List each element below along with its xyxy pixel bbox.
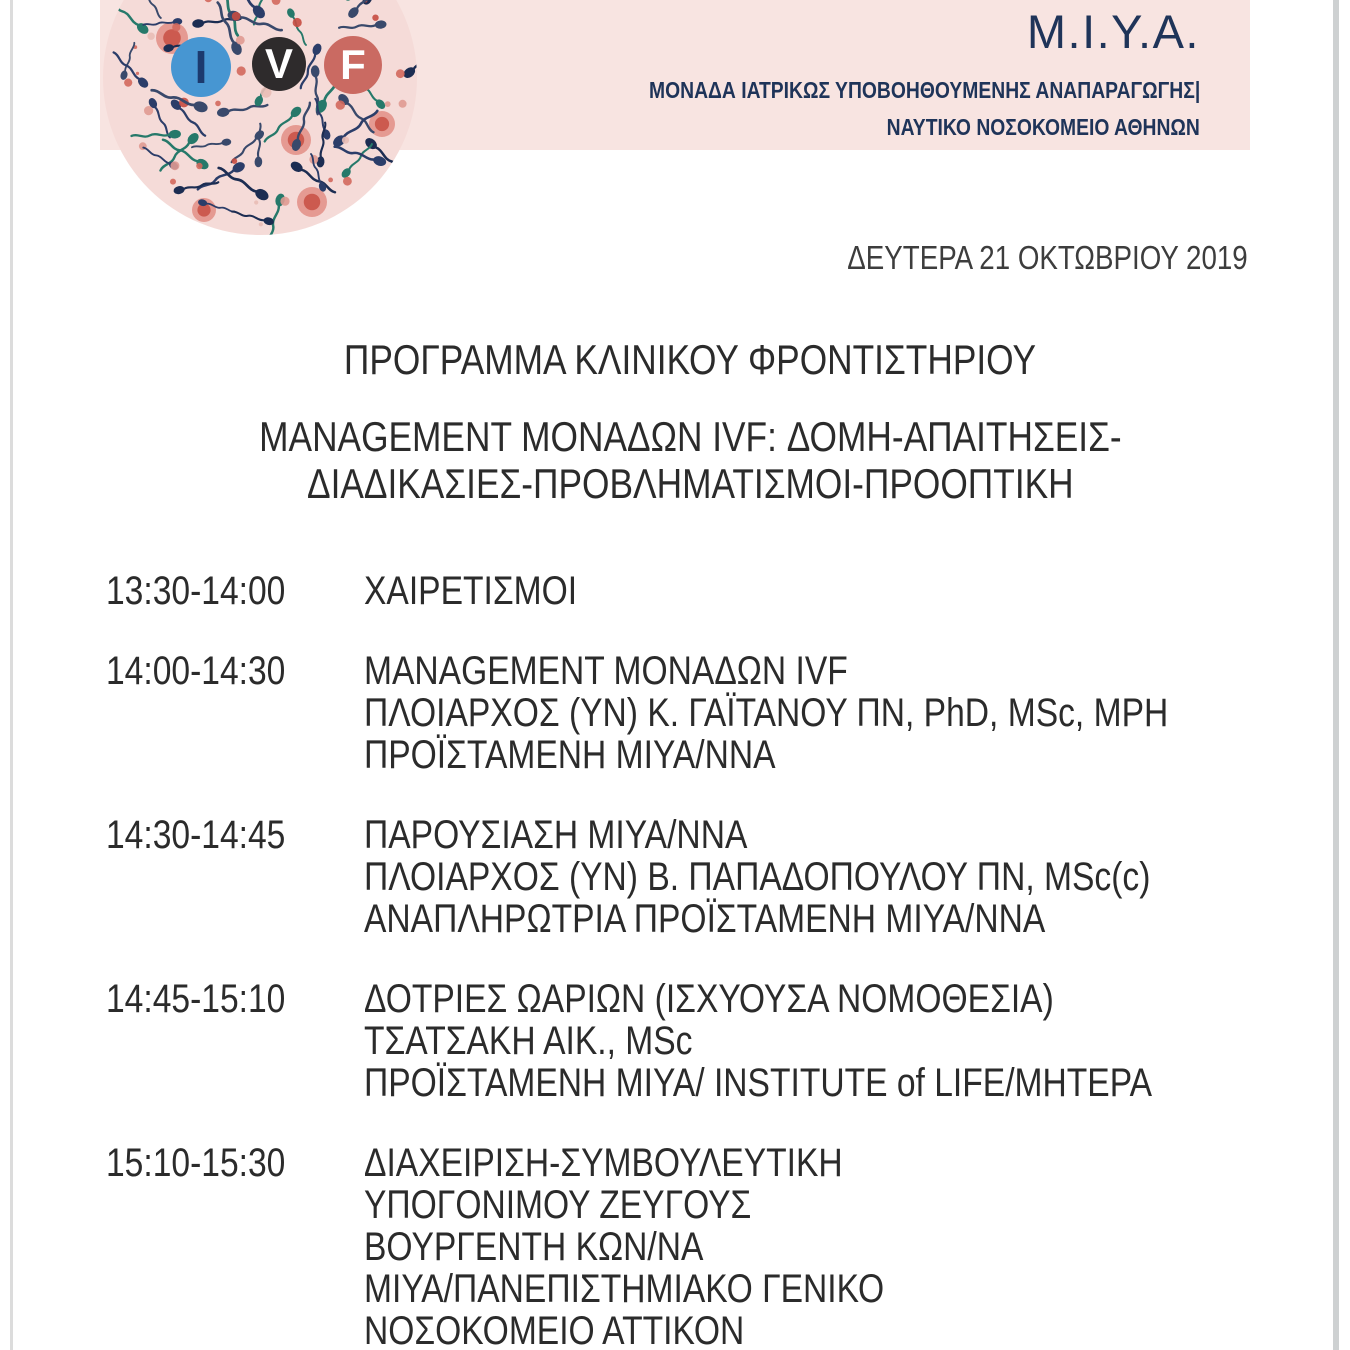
logo-circle-f <box>324 36 382 94</box>
page-edge-right <box>1333 0 1339 1350</box>
schedule-line: ΠΡΟΪΣΤΑΜΕΝΗ ΜΙΥΑ/ INSTITUTE of LIFE/ΜΗΤΕΡΑ <box>364 1061 1153 1105</box>
sperm-pattern-illustration <box>100 0 420 238</box>
schedule-line: ΥΠΟΓΟΝΙΜΟΥ ΖΕΥΓΟΥΣ <box>364 1183 752 1227</box>
ivf-logo <box>100 0 420 238</box>
logo-circle-v <box>252 37 306 91</box>
schedule-time <box>106 814 364 940</box>
schedule-line: ΠΛΟΙΑΡΧΟΣ (ΥΝ) Β. ΠΑΠΑΔΟΠΟΥΛΟΥ ΠΝ, MSc(c) <box>364 855 1151 899</box>
schedule-line: ΔΙΑΧΕΙΡΙΣΗ-ΣΥΜΒΟΥΛΕΥΤΙΚΗ <box>364 1141 843 1185</box>
program-subtitle-line2: ΔΙΑΔΙΚΑΣΙΕΣ-ΠΡΟΒΛΗΜΑΤΙΣΜΟΙ-ΠΡΟΟΠΤΙΚΗ <box>306 460 1074 507</box>
schedule-time-text: 14:00-14:30 <box>106 649 286 693</box>
schedule-row <box>106 570 1266 612</box>
schedule-line: ΠΑΡΟΥΣΙΑΣΗ ΜΙΥΑ/ΝΝΑ <box>364 813 748 857</box>
page-edge-left <box>10 0 13 1350</box>
schedule-row <box>106 1142 1266 1350</box>
program-title-text: ΠΡΟΓΡΑΜΜΑ ΚΛΙΝΙΚΟΥ ΦΡΟΝΤΙΣΤΗΡΙΟΥ <box>343 336 1037 383</box>
schedule-time-text: 14:45-15:10 <box>106 977 286 1021</box>
schedule <box>106 570 1266 1350</box>
logo-letter-i: I <box>194 41 208 93</box>
schedule-time <box>106 570 364 612</box>
schedule-time-text: 14:30-14:45 <box>106 813 286 857</box>
schedule-time <box>106 1142 364 1350</box>
schedule-line: MANAGEMENT ΜΟΝΑΔΩΝ IVF <box>364 649 848 693</box>
program-title <box>120 338 1260 382</box>
schedule-line: ΜΙΥΑ/ΠΑΝΕΠΙΣΤΗΜΙΑΚΟ ΓΕΝΙΚΟ <box>364 1267 885 1311</box>
schedule-description <box>364 650 1321 776</box>
schedule-time-text: 13:30-14:00 <box>106 569 286 613</box>
schedule-line: ΠΛΟΙΑΡΧΟΣ (ΥΝ) Κ. ΓΑΪΤΑΝΟΥ ΠΝ, PhD, MSc, MPH <box>364 691 1169 735</box>
org-subtitle-line2: ΝΑΥΤΙΚΟ ΝΟΣΟΚΟΜΕΙΟ ΑΘΗΝΩΝ <box>886 114 1200 140</box>
schedule-description <box>364 814 1300 940</box>
org-header <box>544 5 1200 146</box>
schedule-description <box>364 1142 1266 1350</box>
schedule-line: ΝΟΣΟΚΟΜΕΙΟ ΑΤΤΙΚΟΝ <box>364 1309 745 1350</box>
schedule-row <box>106 814 1266 940</box>
schedule-description <box>364 570 1266 612</box>
schedule-time <box>106 650 364 776</box>
program-subtitle-line1: MANAGEMENT ΜΟΝΑΔΩΝ IVF: ΔΟΜΗ-ΑΠΑΙΤΗΣΕΙΣ- <box>258 413 1122 460</box>
event-date <box>771 240 1248 276</box>
schedule-line: ΤΣΑΤΣΑΚΗ ΑΙΚ., MSc <box>364 1019 693 1063</box>
schedule-line: ΑΝΑΠΛΗΡΩΤΡΙΑ ΠΡΟΪΣΤΑΜΕΝΗ ΜΙΥΑ/ΝΝΑ <box>364 897 1046 941</box>
schedule-row <box>106 650 1266 776</box>
schedule-description <box>364 978 1302 1104</box>
logo-circle-i <box>171 37 231 97</box>
logo-letter-f: F <box>340 41 366 88</box>
org-subtitle-line1: ΜΟΝΑΔΑ ΙΑΤΡΙΚΩΣ ΥΠΟΒΟΗΘΟΥΜΕΝΗΣ ΑΝΑΠΑΡΑΓΩΓΗΣ| <box>648 77 1200 103</box>
schedule-line: ΔΟΤΡΙΕΣ ΩΑΡΙΩΝ (ΙΣΧΥΟΥΣΑ ΝΟΜΟΘΕΣΙΑ) <box>364 977 1054 1021</box>
logo-letter-v: V <box>264 40 293 87</box>
schedule-time-text: 15:10-15:30 <box>106 1141 286 1185</box>
schedule-row <box>106 978 1266 1104</box>
org-acronym: Μ.Ι.Υ.Α. <box>1026 5 1200 58</box>
program-subtitle <box>120 413 1260 507</box>
org-subtitle <box>544 72 1200 146</box>
schedule-line: ΠΡΟΪΣΤΑΜΕΝΗ ΜΙΥΑ/ΝΝΑ <box>364 733 776 777</box>
event-date-text: ΔΕΥΤΕΡΑ 21 ΟΚΤΩΒΡΙΟΥ 2019 <box>847 239 1248 276</box>
schedule-time <box>106 978 364 1104</box>
schedule-line: ΧΑΙΡΕΤΙΣΜΟΙ <box>364 569 578 613</box>
schedule-line: ΒΟΥΡΓΕΝΤΗ ΚΩΝ/ΝΑ <box>364 1225 704 1269</box>
